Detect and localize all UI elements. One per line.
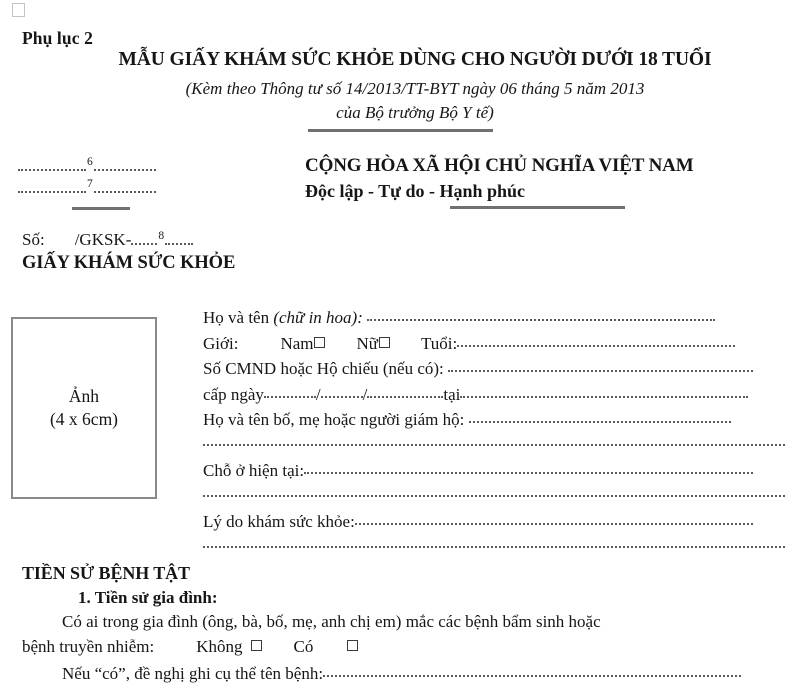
field-issue-day-input[interactable] xyxy=(264,384,316,398)
family-history-option-yes-checkbox[interactable] xyxy=(347,640,358,651)
subtitle-underline xyxy=(308,129,493,132)
field-id-number-input[interactable] xyxy=(448,358,753,372)
family-history-option-yes-label: Có xyxy=(293,637,314,656)
family-history-option-no-label: Không xyxy=(196,637,243,656)
family-history-followup-row[interactable] xyxy=(62,663,800,684)
family-history-question-line-1: Có ai trong gia đình (ông, bà, bố, mẹ, anh chị em) mắc các bệnh bẩm sinh hoặc xyxy=(62,612,601,631)
field-exam-reason-continuation[interactable] xyxy=(203,537,785,563)
field-issue-place-input[interactable] xyxy=(460,384,748,398)
field-full-name-label: Họ và tên xyxy=(203,308,270,327)
gender-male-label: Nam xyxy=(280,333,314,353)
gender-male-checkbox[interactable] xyxy=(314,337,325,348)
photo-label: Ảnh xyxy=(68,385,100,406)
national-heading: CỘNG HÒA XÃ HỘI CHỦ NGHĨA VIỆT NAM xyxy=(305,155,694,176)
placeholder-box-icon xyxy=(12,3,25,17)
issuing-org-line-2 xyxy=(18,177,156,198)
field-issue-date-label: cấp ngày xyxy=(203,384,264,404)
family-history-question-line-2-label: bệnh truyền nhiễm: xyxy=(22,637,155,656)
field-full-name-hint: (chữ in hoa): xyxy=(273,308,363,327)
certificate-title: GIẤY KHÁM SỨC KHỎE xyxy=(22,253,236,273)
field-gender-label: Giới: xyxy=(203,333,239,353)
document-subtitle-line-1: (Kèm theo Thông tư số 14/2013/TT-BYT ngày 06 tháng 5 năm 2013 xyxy=(185,79,645,98)
family-history-option-no-checkbox[interactable] xyxy=(251,640,262,651)
field-full-name[interactable] xyxy=(203,307,785,333)
document-number-footnote-8: 8 xyxy=(158,230,165,242)
document-title: MẪU GIẤY KHÁM SỨC KHỎE DÙNG CHO NGƯỜI DƯỚI 18 TUỔI xyxy=(118,49,712,70)
gender-female-checkbox[interactable] xyxy=(379,337,390,348)
document-number-line xyxy=(22,230,193,250)
family-history-heading: 1. Tiền sử gia đình: xyxy=(78,588,218,607)
field-guardian-name[interactable] xyxy=(203,409,785,435)
national-motto-underline xyxy=(450,206,625,209)
field-current-address-label: Chỗ ở hiện tại: xyxy=(203,461,305,480)
issuing-org-footnote-6: 6 xyxy=(87,155,93,168)
field-gender-age[interactable] xyxy=(203,333,785,359)
issuing-org-line-1 xyxy=(18,155,156,176)
field-id-number-label: Số CMND hoặc Hộ chiếu (nếu có): xyxy=(203,359,444,378)
field-guardian-name-continuation[interactable] xyxy=(203,435,785,461)
document-subtitle-line-2: của Bộ trưởng Bộ Y tế) xyxy=(336,103,494,122)
document-number-prefix: Số: xyxy=(22,230,45,249)
field-exam-reason-input[interactable] xyxy=(355,511,753,525)
family-history-answer-row[interactable] xyxy=(22,637,359,657)
field-guardian-name-label: Họ và tên bố, mẹ hoặc người giám hộ: xyxy=(203,410,465,429)
field-age-label: Tuổi: xyxy=(420,333,458,353)
field-current-address[interactable] xyxy=(203,460,785,486)
field-full-name-input[interactable] xyxy=(367,307,715,321)
field-guardian-name-input[interactable] xyxy=(469,409,731,423)
field-exam-reason-label: Lý do khám sức khỏe: xyxy=(203,512,355,531)
photo-size-label: (4 x 6cm) xyxy=(49,409,119,429)
field-current-address-continuation[interactable] xyxy=(203,486,785,512)
document-number-code: /GKSK- xyxy=(74,230,132,249)
photo-placeholder-box xyxy=(11,317,157,499)
issuing-org-footnote-7: 7 xyxy=(87,177,93,190)
medical-history-heading: TIỀN SỬ BỆNH TẬT xyxy=(22,563,190,583)
national-motto: Độc lập - Tự do - Hạnh phúc xyxy=(305,181,526,201)
appendix-label: Phụ lục 2 xyxy=(22,28,93,48)
field-issue-place-label: tại xyxy=(443,384,461,404)
field-age-input[interactable] xyxy=(457,333,735,347)
field-issue-month-input[interactable] xyxy=(321,384,363,398)
field-issue-date[interactable]: cấp ngày / / tại xyxy=(203,384,785,410)
field-current-address-input[interactable] xyxy=(304,460,753,474)
field-issue-year-input[interactable] xyxy=(367,384,443,398)
issuing-org-underline xyxy=(72,207,130,210)
gender-female-label: Nữ xyxy=(356,333,378,353)
family-history-followup-label: Nếu “có”, đề nghị ghi cụ thể tên bệnh: xyxy=(62,664,324,683)
personal-info-fields xyxy=(203,307,785,562)
family-history-followup-input[interactable] xyxy=(323,663,741,677)
field-exam-reason[interactable] xyxy=(203,511,785,537)
field-id-number[interactable] xyxy=(203,358,785,384)
